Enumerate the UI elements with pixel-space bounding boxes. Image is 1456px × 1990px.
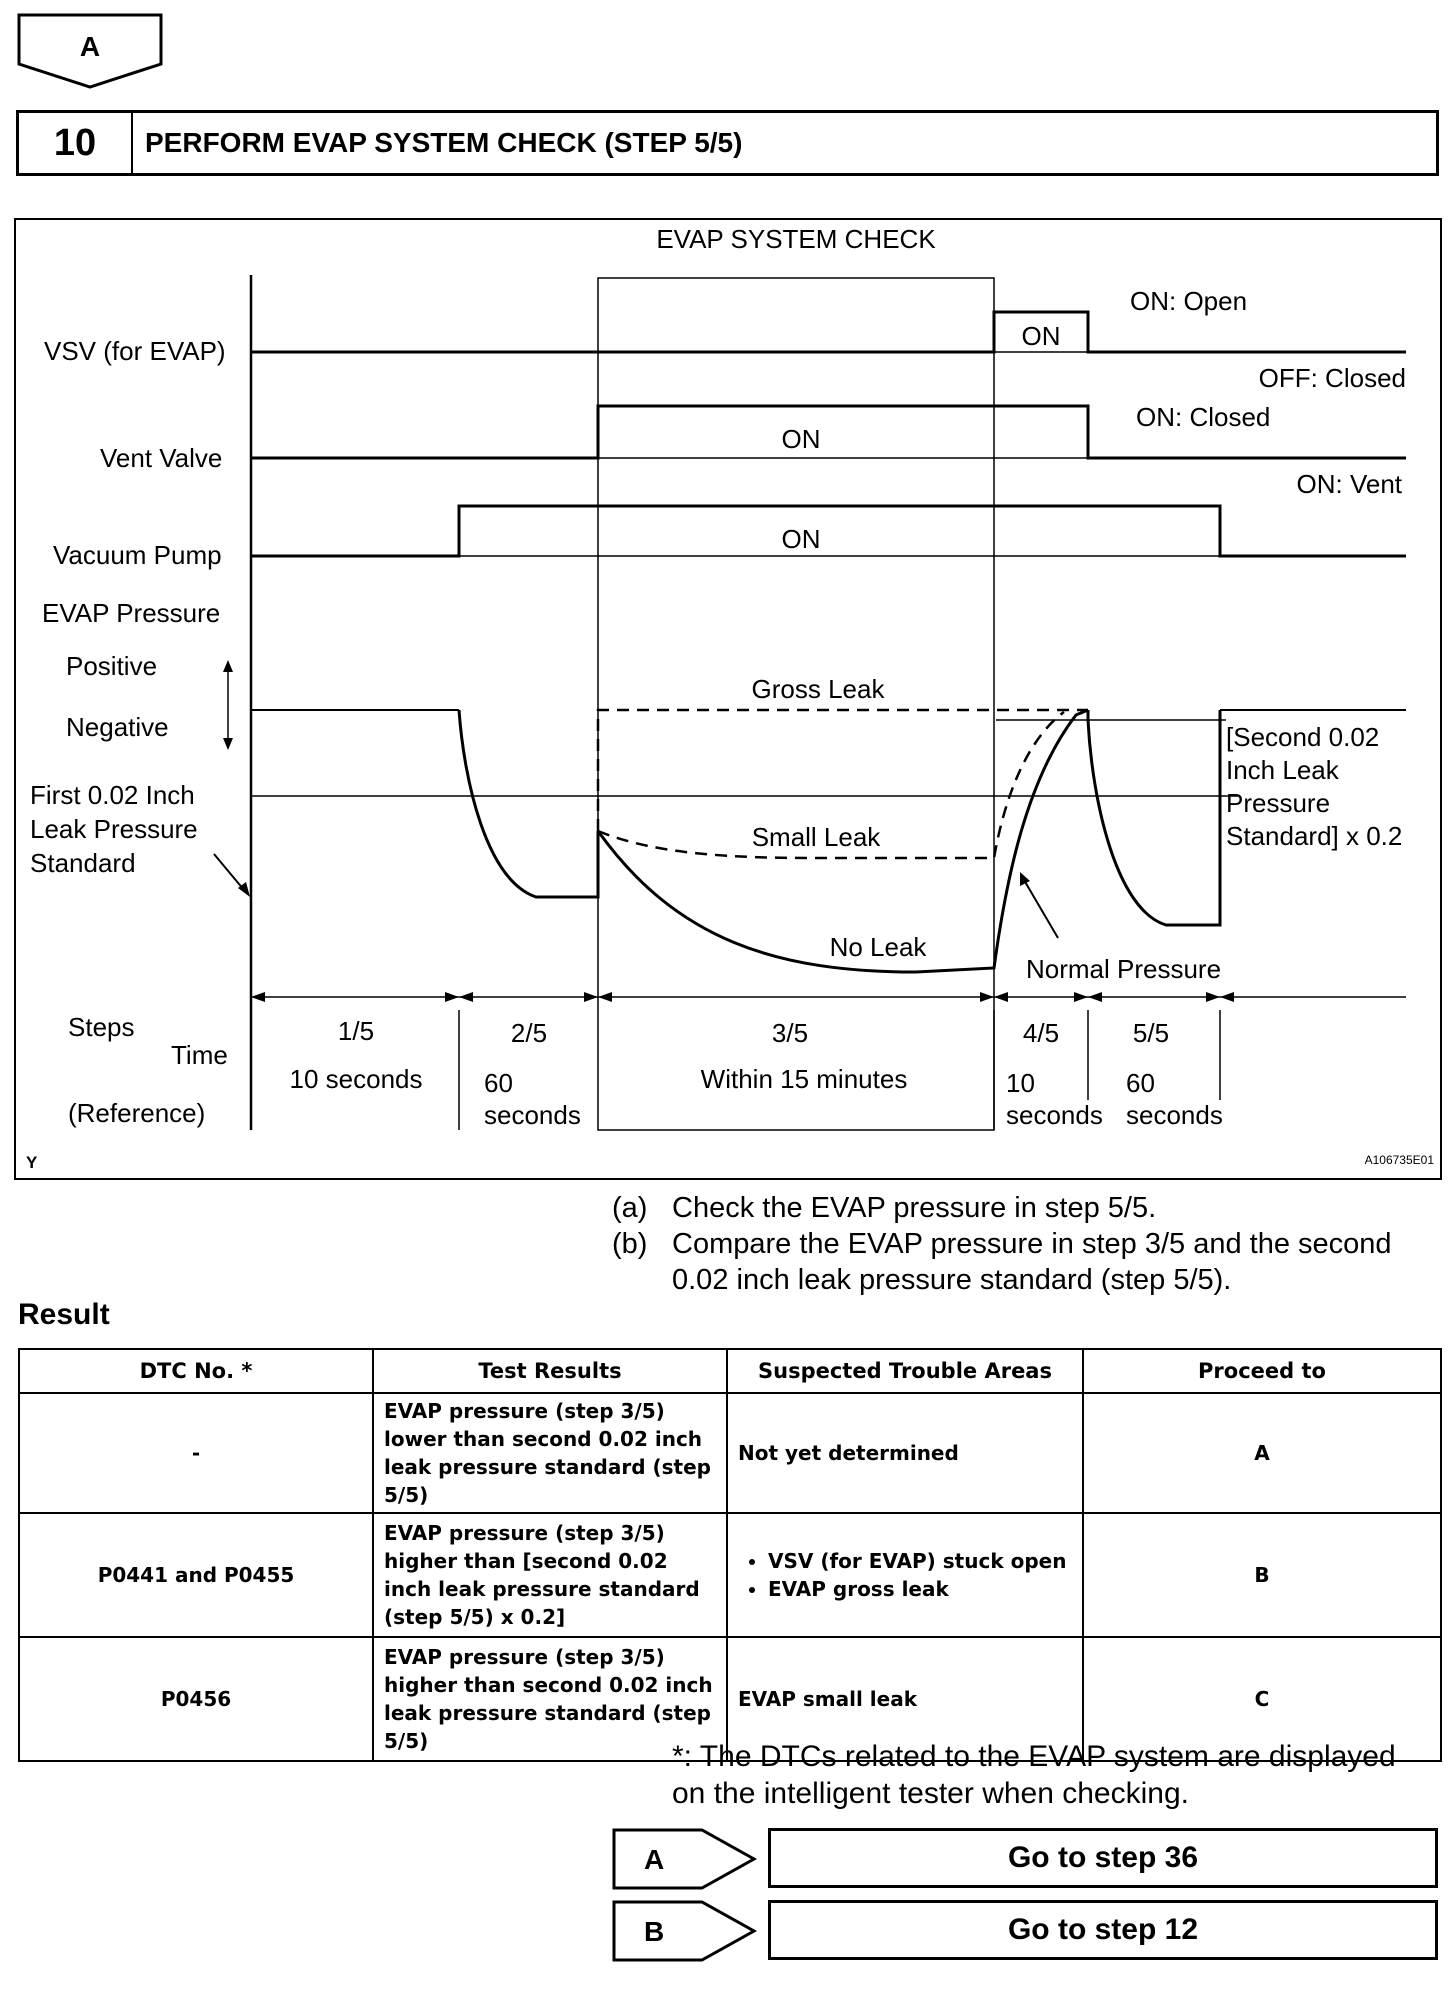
- step-label-5: 5/5: [1132, 1018, 1170, 1048]
- pump-on-label: ON: [781, 524, 821, 554]
- time-step-5a: 60: [1126, 1068, 1155, 1098]
- label-vacuum-pump: Vacuum Pump: [53, 540, 222, 570]
- trouble-area-cell: [727, 1513, 1083, 1637]
- label-evap-pressure: EVAP Pressure: [42, 598, 221, 628]
- trouble-area-item: • VSV (for EVAP) stuck open: [768, 1547, 1072, 1575]
- instruction-b-label: (b): [612, 1228, 648, 1260]
- result-heading: Result: [18, 1298, 110, 1331]
- label-normal-pressure: Normal Pressure: [1026, 954, 1222, 984]
- proceed-cell: A: [1083, 1393, 1441, 1513]
- vent-on-label: ON: [781, 424, 821, 454]
- vsv-signal: [251, 312, 1406, 352]
- label-on-vent: ON: Vent: [1296, 469, 1402, 499]
- step-title: PERFORM EVAP SYSTEM CHECK (STEP 5/5): [145, 127, 743, 158]
- proceed-cell: B: [1083, 1513, 1441, 1637]
- diagram-svg: [16, 220, 1444, 1182]
- nav-b-label: B: [644, 1916, 665, 1947]
- table-row: [19, 1393, 1441, 1513]
- nav-a-arrow: [612, 1828, 772, 1890]
- time-step-1: 10 seconds: [289, 1064, 423, 1094]
- instruction-b-text: Compare the EVAP pressure in step 3/5 and the second: [672, 1228, 1392, 1260]
- normal-pressure-pointer: [1024, 880, 1058, 938]
- time-step-4a: 10: [1006, 1068, 1035, 1098]
- label-time: Time: [171, 1040, 228, 1070]
- label-vent-valve: Vent Valve: [100, 443, 223, 473]
- go-to-step-12-button[interactable]: Go to step 12: [768, 1900, 1438, 1960]
- figure-id: A106735E01: [1364, 1153, 1434, 1167]
- time-step-4b: seconds: [1006, 1100, 1103, 1130]
- label-first-standard-3: Standard: [30, 848, 136, 878]
- label-no-leak: No Leak: [829, 932, 927, 962]
- label-on-closed: ON: Closed: [1136, 402, 1271, 432]
- vsv-on-label: ON: [1021, 321, 1061, 351]
- neg-arrow-head: [223, 738, 233, 750]
- instruction-a-label: (a): [612, 1192, 648, 1224]
- test-result-cell: EVAP pressure (step 3/5) higher than second 0.02 inch leak pressure standard (step 5/5): [373, 1637, 727, 1761]
- column-header: Suspected Trouble Areas: [727, 1349, 1083, 1393]
- corner-letter: Y: [26, 1153, 38, 1172]
- step-marker-a: [16, 12, 166, 92]
- diagram-title: EVAP SYSTEM CHECK: [656, 224, 936, 254]
- label-negative: Negative: [66, 712, 169, 742]
- label-first-standard-1: First 0.02 Inch: [30, 780, 195, 810]
- label-off-closed: OFF: Closed: [1258, 363, 1406, 393]
- dtc-cell: -: [19, 1393, 373, 1513]
- time-step-5b: seconds: [1126, 1100, 1223, 1130]
- nav-a-label: A: [644, 1844, 665, 1875]
- time-step-2a: 60: [484, 1068, 513, 1098]
- label-steps: Steps: [68, 1012, 135, 1042]
- gross-leak-line: [598, 710, 1088, 831]
- nav-row-a[interactable]: [612, 1828, 1442, 1890]
- table-row: [19, 1513, 1441, 1637]
- step-label-2: 2/5: [510, 1018, 548, 1048]
- trouble-area-cell: EVAP small leak: [727, 1637, 1083, 1761]
- step-number: 10: [19, 113, 133, 173]
- first-standard-pointer: [214, 854, 244, 890]
- label-reference: (Reference): [68, 1098, 206, 1128]
- table-header-row: [19, 1349, 1441, 1393]
- step-5-pressure-curve: [1088, 710, 1220, 925]
- proceed-cell: C: [1083, 1637, 1441, 1761]
- nav-b-arrow: [612, 1900, 772, 1962]
- instruction-a-text: Check the EVAP pressure in step 5/5.: [672, 1192, 1157, 1224]
- label-on-open: ON: Open: [1130, 286, 1248, 316]
- go-to-step-36-button[interactable]: Go to step 36: [768, 1828, 1438, 1888]
- test-result-cell: EVAP pressure (step 3/5) lower than second 0.02 inch leak pressure standard (step 5/5): [373, 1393, 727, 1513]
- normal-pressure-arrowhead: [1020, 872, 1030, 886]
- second-standard-line-2: Inch Leak: [1226, 755, 1339, 785]
- label-small-leak: Small Leak: [751, 822, 881, 852]
- step-label-3: 3/5: [771, 1018, 809, 1048]
- step-label-4: 4/5: [1022, 1018, 1060, 1048]
- result-table: [18, 1348, 1442, 1762]
- column-header: DTC No. *: [19, 1349, 373, 1393]
- evap-timing-diagram: [14, 218, 1442, 1180]
- label-gross-leak: Gross Leak: [751, 674, 885, 704]
- column-header: Proceed to: [1083, 1349, 1441, 1393]
- marker-label: A: [79, 31, 101, 62]
- dtc-cell: P0441 and P0455: [19, 1513, 373, 1637]
- instruction-b-continued: 0.02 inch leak pressure standard (step 5/5).: [672, 1264, 1232, 1296]
- trouble-area-cell: Not yet determined: [727, 1393, 1083, 1513]
- label-vsv: VSV (for EVAP): [44, 336, 226, 366]
- time-step-3: Within 15 minutes: [700, 1064, 908, 1094]
- nav-row-b[interactable]: [612, 1900, 1442, 1962]
- dtc-cell: P0456: [19, 1637, 373, 1761]
- label-positive: Positive: [66, 651, 158, 681]
- step-label-1: 1/5: [337, 1016, 375, 1046]
- time-step-2b: seconds: [484, 1100, 581, 1130]
- second-standard-line-4: Standard] x 0.2: [1226, 821, 1403, 851]
- step-header: [16, 110, 1439, 176]
- footnote: *: The DTCs related to the EVAP system are displayed on the intelligent tester when checking.: [672, 1740, 1396, 1810]
- pos-arrow-head: [223, 660, 233, 672]
- step-2-pressure-curve: [459, 710, 598, 897]
- second-standard-line-3: Pressure: [1226, 788, 1331, 818]
- trouble-area-item: • EVAP gross leak: [768, 1575, 1072, 1603]
- second-standard-line-1: [Second 0.02: [1226, 722, 1380, 752]
- test-result-cell: EVAP pressure (step 3/5) higher than [second 0.02 inch leak pressure standard (step 5/5) x 0.2]: [373, 1513, 727, 1637]
- vacuum-pump-signal: [251, 506, 1406, 556]
- label-first-standard-2: Leak Pressure: [30, 814, 198, 844]
- column-header: Test Results: [373, 1349, 727, 1393]
